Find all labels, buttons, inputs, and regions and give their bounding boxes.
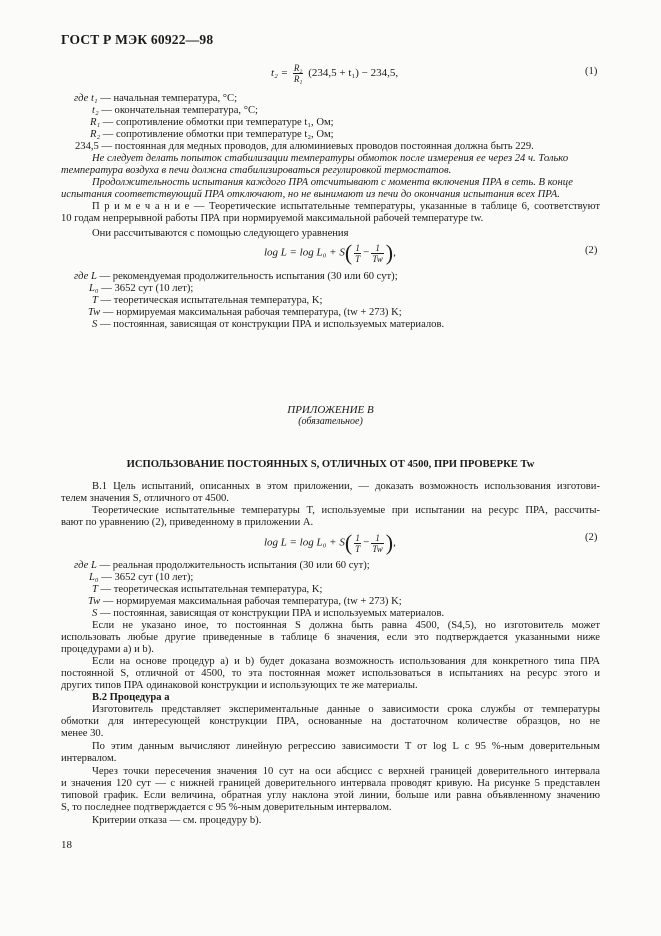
appendix-heading: ИСПОЛЬЗОВАНИЕ ПОСТОЯННЫХ S, ОТЛИЧНЫХ ОТ 4500, ПРИ ПРОВЕРКЕ Tw	[126, 459, 535, 470]
paragraph-line: обмотки для интересующей конструкции ПРА, основанные на достаточном количестве образцов, но не	[61, 716, 600, 727]
paragraph-line: В.1 Цель испытаний, описанных в этом приложении, — доказать возможность использования изготови-	[92, 481, 600, 492]
equation-2-first: log L = log L₀ + S( $\frac{1}{T}$ − $\frac{1}{Tw}$ ),	[264, 240, 396, 265]
equation-intro: Они рассчитываются с помощью следующего уравнения	[92, 228, 349, 239]
equation-2-second: log L = log L₀ + S( $\frac{1}{T}$ − $\frac{1}{Tw}$ ),	[264, 530, 396, 555]
definition-item: где L — реальная продолжительность испытания (30 или 60 сут);	[74, 560, 370, 571]
definition-item: Tw — нормируемая максимальная рабочая температура, (tw + 273) K;	[88, 596, 402, 607]
note-line: 10 годам непрерывной работы ПРА при нормируемой максимальной рабочей температуре tw.	[61, 213, 484, 224]
appendix-title: ПРИЛОЖЕНИЕ В	[287, 404, 374, 416]
definition-item: Tw — нормируемая максимальная рабочая температура, (tw + 273) K;	[88, 307, 402, 318]
definition-item: t₂ — окончательная температура, °C;	[92, 105, 258, 116]
section-title: В.2 Процедура а	[92, 692, 170, 703]
eq2a-lhs: log L = log L₀ + S	[264, 246, 345, 259]
eq1-rhs: (234,5 + t₁) − 234,5,	[308, 67, 399, 80]
paragraph-line: интервалом.	[61, 753, 117, 764]
eq2b-number: (2)	[585, 532, 598, 543]
italic-paragraph-line: испытания соответствующий ПРА отключают, но не вынимают из печи до окончания испытания всех ПРА.	[61, 189, 560, 200]
eq1-fraction	[293, 63, 304, 84]
note-line: П р и м е ч а н и е — Теоретические испытательные температуры, указанные в таблице 6, соответствуют	[92, 201, 600, 212]
document-header: ГОСТ Р МЭК 60922—98	[61, 32, 214, 47]
eq2b-close-paren: )	[385, 530, 394, 555]
paragraph-line: Если не указано иное, то постоянная S должна быть равна 4500, (S4,5), но изготовитель может	[92, 620, 600, 631]
italic-paragraph-line: Продолжительность испытания каждого ПРА отсчитывают с момента включения ПРА в сеть. В конце	[92, 177, 573, 188]
eq2b-fraction-2: $\frac{1}{Tw}$	[372, 532, 383, 554]
definition-item: T — теоретическая испытательная температура, K;	[92, 584, 323, 595]
paragraph-line: Если на основе процедур а) и b) будет доказана возможность использования для конкретного типа ПРА	[92, 656, 600, 667]
eq2a-open-paren: (	[344, 240, 353, 265]
eq2a-fraction-2: $\frac{1}{Tw}$	[372, 242, 383, 264]
paragraph-line: вают по уравнению (2), приведенному в приложении А.	[61, 517, 314, 528]
definition-item: S — постоянная, зависящая от конструкции ПРА и используемых материалов.	[92, 608, 445, 619]
paragraph-line: Критерии отказа — см. процедуру b).	[92, 815, 262, 826]
paragraph-line: менее 30.	[61, 728, 104, 739]
paragraph-line: S, то последнее подтверждается с 95 %-ным доверительным интервалом.	[61, 802, 392, 813]
eq1-denominator: R₁	[293, 74, 303, 84]
definition-item: S — постоянная, зависящая от конструкции ПРА и используемых материалов.	[92, 319, 445, 330]
paragraph-line: Изготовитель представляет экспериментальные данные о зависимости срока службы от температуры	[92, 704, 600, 715]
definition-item: где t₁ — начальная температура, °C;	[74, 93, 238, 104]
definition-item: R₂ — сопротивление обмотки при температуре t₂, Ом;	[90, 129, 334, 140]
paragraph-line: Теоретические испытательные температуры T, используемые при испытании на ресурс ПРА, рассчиты-	[92, 505, 600, 516]
definition-item: L₀ — 3652 сут (10 лет);	[89, 572, 194, 583]
paragraph-line: типовой график. Если величина, обратная углу наклона этой линии, больше или равна объявленному значению	[61, 790, 600, 801]
paragraph-line: Через точки пересечения значения 10 сут на оси абсцисс с верхней границей доверительного интервала	[92, 766, 600, 777]
definition-item: R₁ — сопротивление обмотки при температуре t₁, Ом;	[90, 117, 334, 128]
definition-item: 234,5 — постоянная для медных проводов, для алюминиевых проводов постоянная должна быть 229.	[75, 141, 534, 152]
paragraph-line: использовать любые другие приведенные в таблице 6 значения, если это подтверждается указанными ниже	[61, 632, 600, 643]
eq2b-lhs: log L = log L₀ + S	[264, 536, 345, 549]
definition-item: T — теоретическая испытательная температура, K;	[92, 295, 323, 306]
equation-1	[271, 63, 398, 84]
eq1-number: (1)	[585, 66, 598, 77]
definition-item: L₀ — 3652 сут (10 лет);	[89, 283, 194, 294]
paragraph-line: По этим данным вычисляют линейную регрессию зависимости T от log L с 95 %-ным доверительным	[92, 741, 600, 752]
paragraph-line: и значения 120 сут — с нижней границей доверительного интервала проводят кривую. На рисунке 5 представлен	[61, 778, 600, 789]
page-number: 18	[61, 839, 72, 851]
appendix-subtitle: (обязательное)	[298, 416, 363, 427]
italic-paragraph-line: температура воздуха в печи должна стабилизироваться регулировкой термостатов.	[61, 165, 452, 176]
definition-item: где L — рекомендуемая продолжительность испытания (30 или 60 сут);	[74, 271, 398, 282]
eq1-lhs: t₂ =	[271, 67, 289, 80]
paragraph-line: процедурами а) и b).	[61, 644, 154, 655]
eq2a-close-paren: )	[385, 240, 394, 265]
paragraph-line: других типов ПРА одинаковой конструкции и использующих те же материалы.	[61, 680, 418, 691]
paragraph-line: телем значения S, отличного от 4500.	[61, 493, 229, 504]
paragraph-line: постоянной S, отличной от 4500, то эта постоянная может использоваться в испытаниях на ресурс этого и	[61, 668, 600, 679]
eq1-numerator: R₂	[293, 63, 303, 73]
eq2b-fraction-1: $\frac{1}{T}$	[355, 532, 361, 554]
eq2b-open-paren: (	[344, 530, 353, 555]
italic-paragraph-line: Не следует делать попыток стабилизации температуры обмоток после измерения ее через 24 ч. Только	[92, 153, 569, 164]
eq2a-number: (2)	[585, 245, 598, 256]
eq2a-fraction-1: $\frac{1}{T}$	[355, 242, 361, 264]
